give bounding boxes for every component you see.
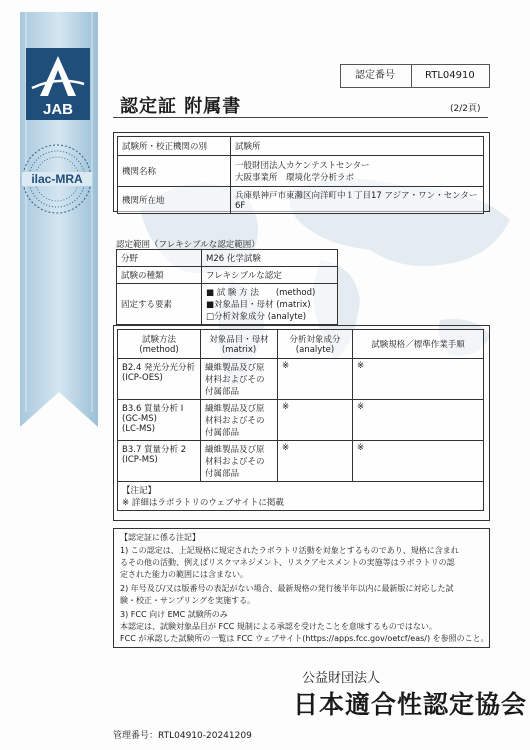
table-row xyxy=(117,284,338,325)
analyte-cell: ※ xyxy=(278,359,353,400)
method-cell: B3.6 質量分析 I (GC-MS) (LC-MS) xyxy=(118,400,201,441)
table-row xyxy=(118,441,484,482)
table-row xyxy=(118,482,484,511)
institution-address-label: 機関所在地 xyxy=(118,187,231,214)
accreditation-notes-box xyxy=(113,528,490,648)
scope-heading: 認定範囲（フレキシブルな認定範囲） xyxy=(116,240,260,250)
institution-name-line: 一般財団法人カケンテストセンター xyxy=(235,161,370,171)
analyte-cell: ※ xyxy=(278,441,353,482)
scope-fixed-item: □分析対象成分 (analyte) xyxy=(206,312,307,322)
matrix-cell: 繊維製品及び原 材料およびその 付属部品 xyxy=(201,400,278,441)
institution-name-value xyxy=(231,156,484,187)
institution-table xyxy=(117,136,484,214)
ilac-mra-logo xyxy=(18,140,96,218)
table-header-row xyxy=(118,330,484,359)
document-title: 認定証 附属書 xyxy=(120,96,242,117)
scope-fixed-item: ■ 試 験 方 法 (method) xyxy=(206,288,316,298)
scope-field-value: M26 化学試験 xyxy=(202,250,338,267)
institution-address-value: 兵庫県神戸市東灘区向洋町中１丁目17 アジア・ワン・センター6F xyxy=(231,187,484,214)
svg-text:JAB: JAB xyxy=(42,101,74,118)
scope-fixed-items xyxy=(202,284,338,325)
table-row xyxy=(118,359,484,400)
column-header-analyte: 分析対象成分 (analyte) xyxy=(278,330,353,359)
registration-value: RTL04910 xyxy=(425,70,475,81)
standard-cell: ※ xyxy=(353,400,484,441)
methods-table xyxy=(117,329,484,511)
note-line: るその他の活動、例えばリスクマネジメント、リスクアセスメントの実施等はラボラトリの認 xyxy=(120,558,455,567)
matrix-cell: 繊維製品及び原 材料およびその 付属部品 xyxy=(201,441,278,482)
methods-note-text: ※ 詳細はラボラトリのウェブサイトに掲載 xyxy=(122,498,284,508)
methods-note-heading: 【注記】 xyxy=(122,486,157,496)
methods-note-cell xyxy=(118,482,484,511)
method-cell: B2.4 発光分光分析 (ICP-OES) xyxy=(118,359,201,400)
standard-cell: ※ xyxy=(353,359,484,400)
page-indicator: (2/2頁) xyxy=(450,104,481,114)
note-line: 験・校正・サンプリングを実施する。 xyxy=(120,596,256,605)
matrix-cell: 繊維製品及び原 材料およびその 付属部品 xyxy=(201,359,278,400)
note-line: FCC が承認した試験所の一覧は FCC ウェブサイト(https://apps.fcc.gov/oetcf/eas/) を参照のこと。 xyxy=(120,634,489,643)
registration-number-box xyxy=(340,64,490,88)
column-header-standard: 試験規格／標準作業手順 xyxy=(353,330,484,359)
table-row xyxy=(118,156,484,187)
svg-text:ilac-MRA: ilac-MRA xyxy=(31,172,83,186)
scope-type-label: 試験の種類 xyxy=(117,267,202,284)
scope-fixed-item: ■対象品目・母材 (matrix) xyxy=(206,300,311,310)
organization-prefix: 公益財団法人 xyxy=(302,671,381,686)
management-number: 管理番号：RTL04910-20241209 xyxy=(113,731,252,741)
analyte-cell: ※ xyxy=(278,400,353,441)
column-header-matrix: 対象品目・母材 (matrix) xyxy=(201,330,278,359)
organization-name: 日本適合性認定協会 xyxy=(293,690,528,719)
scope-table xyxy=(116,249,338,325)
note-line: 2) 年号及び/又は版番号の表記がない場合、最新規格の発行後半年以内に最新版に対応した試 xyxy=(120,584,454,593)
note-line: 3) FCC 向け EMC 試験所のみ xyxy=(120,610,228,619)
institution-type-label: 試験所・校正機関の別 xyxy=(118,137,231,156)
note-line: 定された能力の範囲には含まない。 xyxy=(120,570,248,579)
table-row xyxy=(117,267,338,284)
scope-fixed-label: 固定する要素 xyxy=(117,284,202,325)
standard-cell: ※ xyxy=(353,441,484,482)
registration-label: 認定番号 xyxy=(355,70,395,81)
note-line: 1) この認定は、上記規格に規定されたラボラトリ活動を対象とするものであり、規格に含まれ xyxy=(120,546,459,555)
jab-logo xyxy=(26,48,90,120)
table-row xyxy=(118,137,484,156)
scope-field-label: 分野 xyxy=(117,250,202,267)
table-row xyxy=(117,250,338,267)
scope-type-value: フレキシブルな認定 xyxy=(202,267,338,284)
institution-name-label: 機関名称 xyxy=(118,156,231,187)
title-rule xyxy=(113,117,488,118)
table-row xyxy=(118,400,484,441)
institution-name-line: 大阪事業所 環境化学分析ラボ xyxy=(235,173,355,183)
method-cell: B3.7 質量分析 2 (ICP-MS) xyxy=(118,441,201,482)
column-header-method: 試験方法 (method) xyxy=(118,330,201,359)
note-line: 本認定は、試験対象品目が FCC 規制による承認を受けたことを意味するものではない。 xyxy=(120,622,437,631)
table-row xyxy=(118,187,484,214)
institution-type-value: 試験所 xyxy=(231,137,484,156)
notes-heading: 【認定証に係る注記】 xyxy=(120,533,200,542)
